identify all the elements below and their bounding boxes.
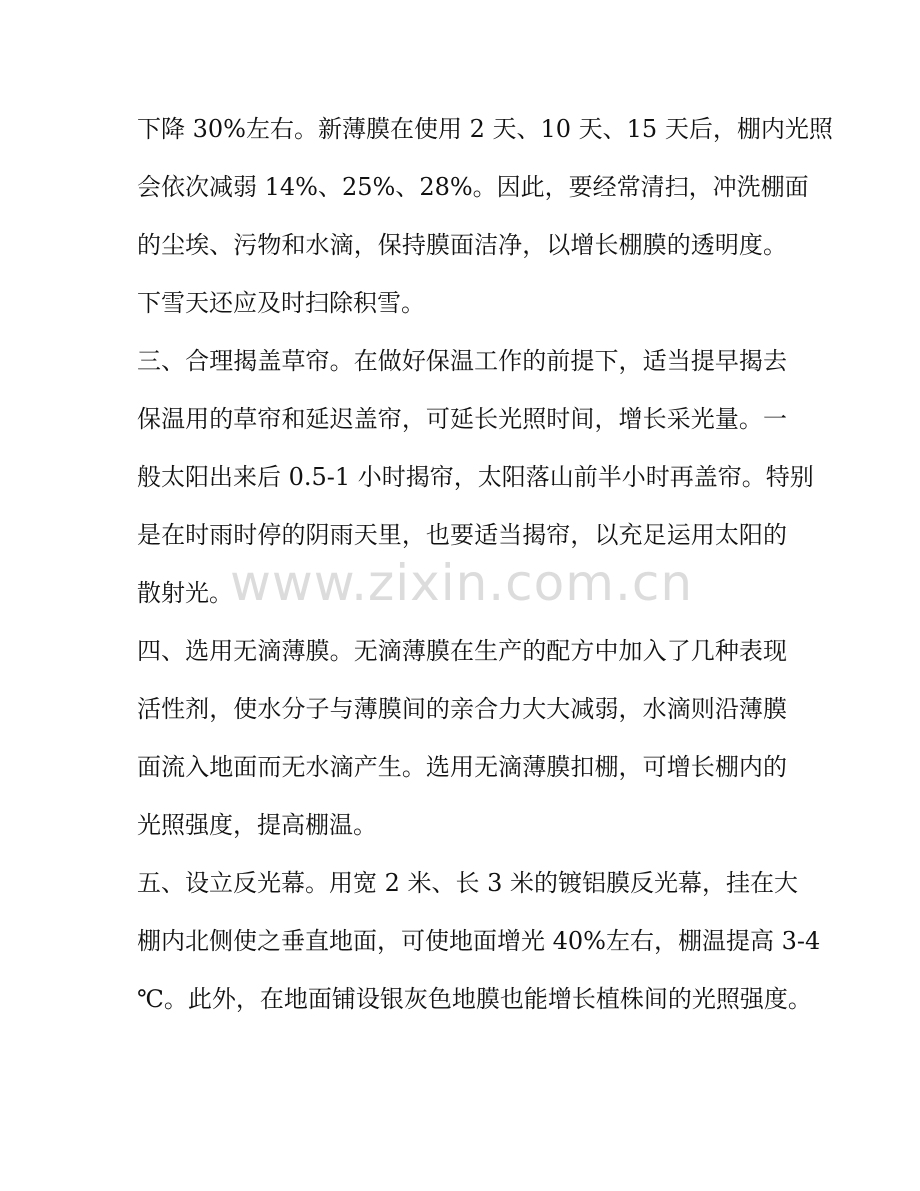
watermark-text: www.zixin.com.cn — [230, 554, 694, 612]
text-line: 棚内北侧使之垂直地面，可使地面增光 40%左右，棚温提高 3-4 — [137, 927, 821, 955]
text-line: 光照强度，提高棚温。 — [137, 811, 377, 839]
text-line: 般太阳出来后 0.5-1 小时揭帘，太阳落山前半小时再盖帘。特别 — [137, 463, 814, 491]
text-line: 散射光。 — [137, 579, 233, 607]
text-line: 会依次减弱 14%、25%、28%。因此，要经常清扫，冲洗棚面 — [137, 173, 809, 201]
text-line: ℃。此外，在地面铺设银灰色地膜也能增长植株间的光照强度。 — [137, 985, 812, 1013]
text-line: 五、设立反光幕。用宽 2 米、长 3 米的镀铝膜反光幕，挂在大 — [137, 869, 799, 897]
text-line: 三、合理揭盖草帘。在做好保温工作的前提下，适当提早揭去 — [137, 347, 787, 375]
text-line: 下雪天还应及时扫除积雪。 — [137, 289, 425, 317]
text-line: 是在时雨时停的阴雨天里，也要适当揭帘，以充足运用太阳的 — [137, 521, 787, 549]
text-line: 四、选用无滴薄膜。无滴薄膜在生产的配方中加入了几种表现 — [137, 637, 787, 665]
text-line: 的尘埃、污物和水滴，保持膜面洁净，以增长棚膜的透明度。 — [137, 231, 787, 259]
text-line: 活性剂，使水分子与薄膜间的亲合力大大减弱，水滴则沿薄膜 — [137, 695, 787, 723]
text-line: 面流入地面而无水滴产生。选用无滴薄膜扣棚，可增长棚内的 — [137, 753, 787, 781]
text-line: 保温用的草帘和延迟盖帘，可延长光照时间，增长采光量。一 — [137, 405, 787, 433]
text-line: 下降 30%左右。新薄膜在使用 2 天、10 天、15 天后，棚内光照 — [137, 115, 833, 143]
